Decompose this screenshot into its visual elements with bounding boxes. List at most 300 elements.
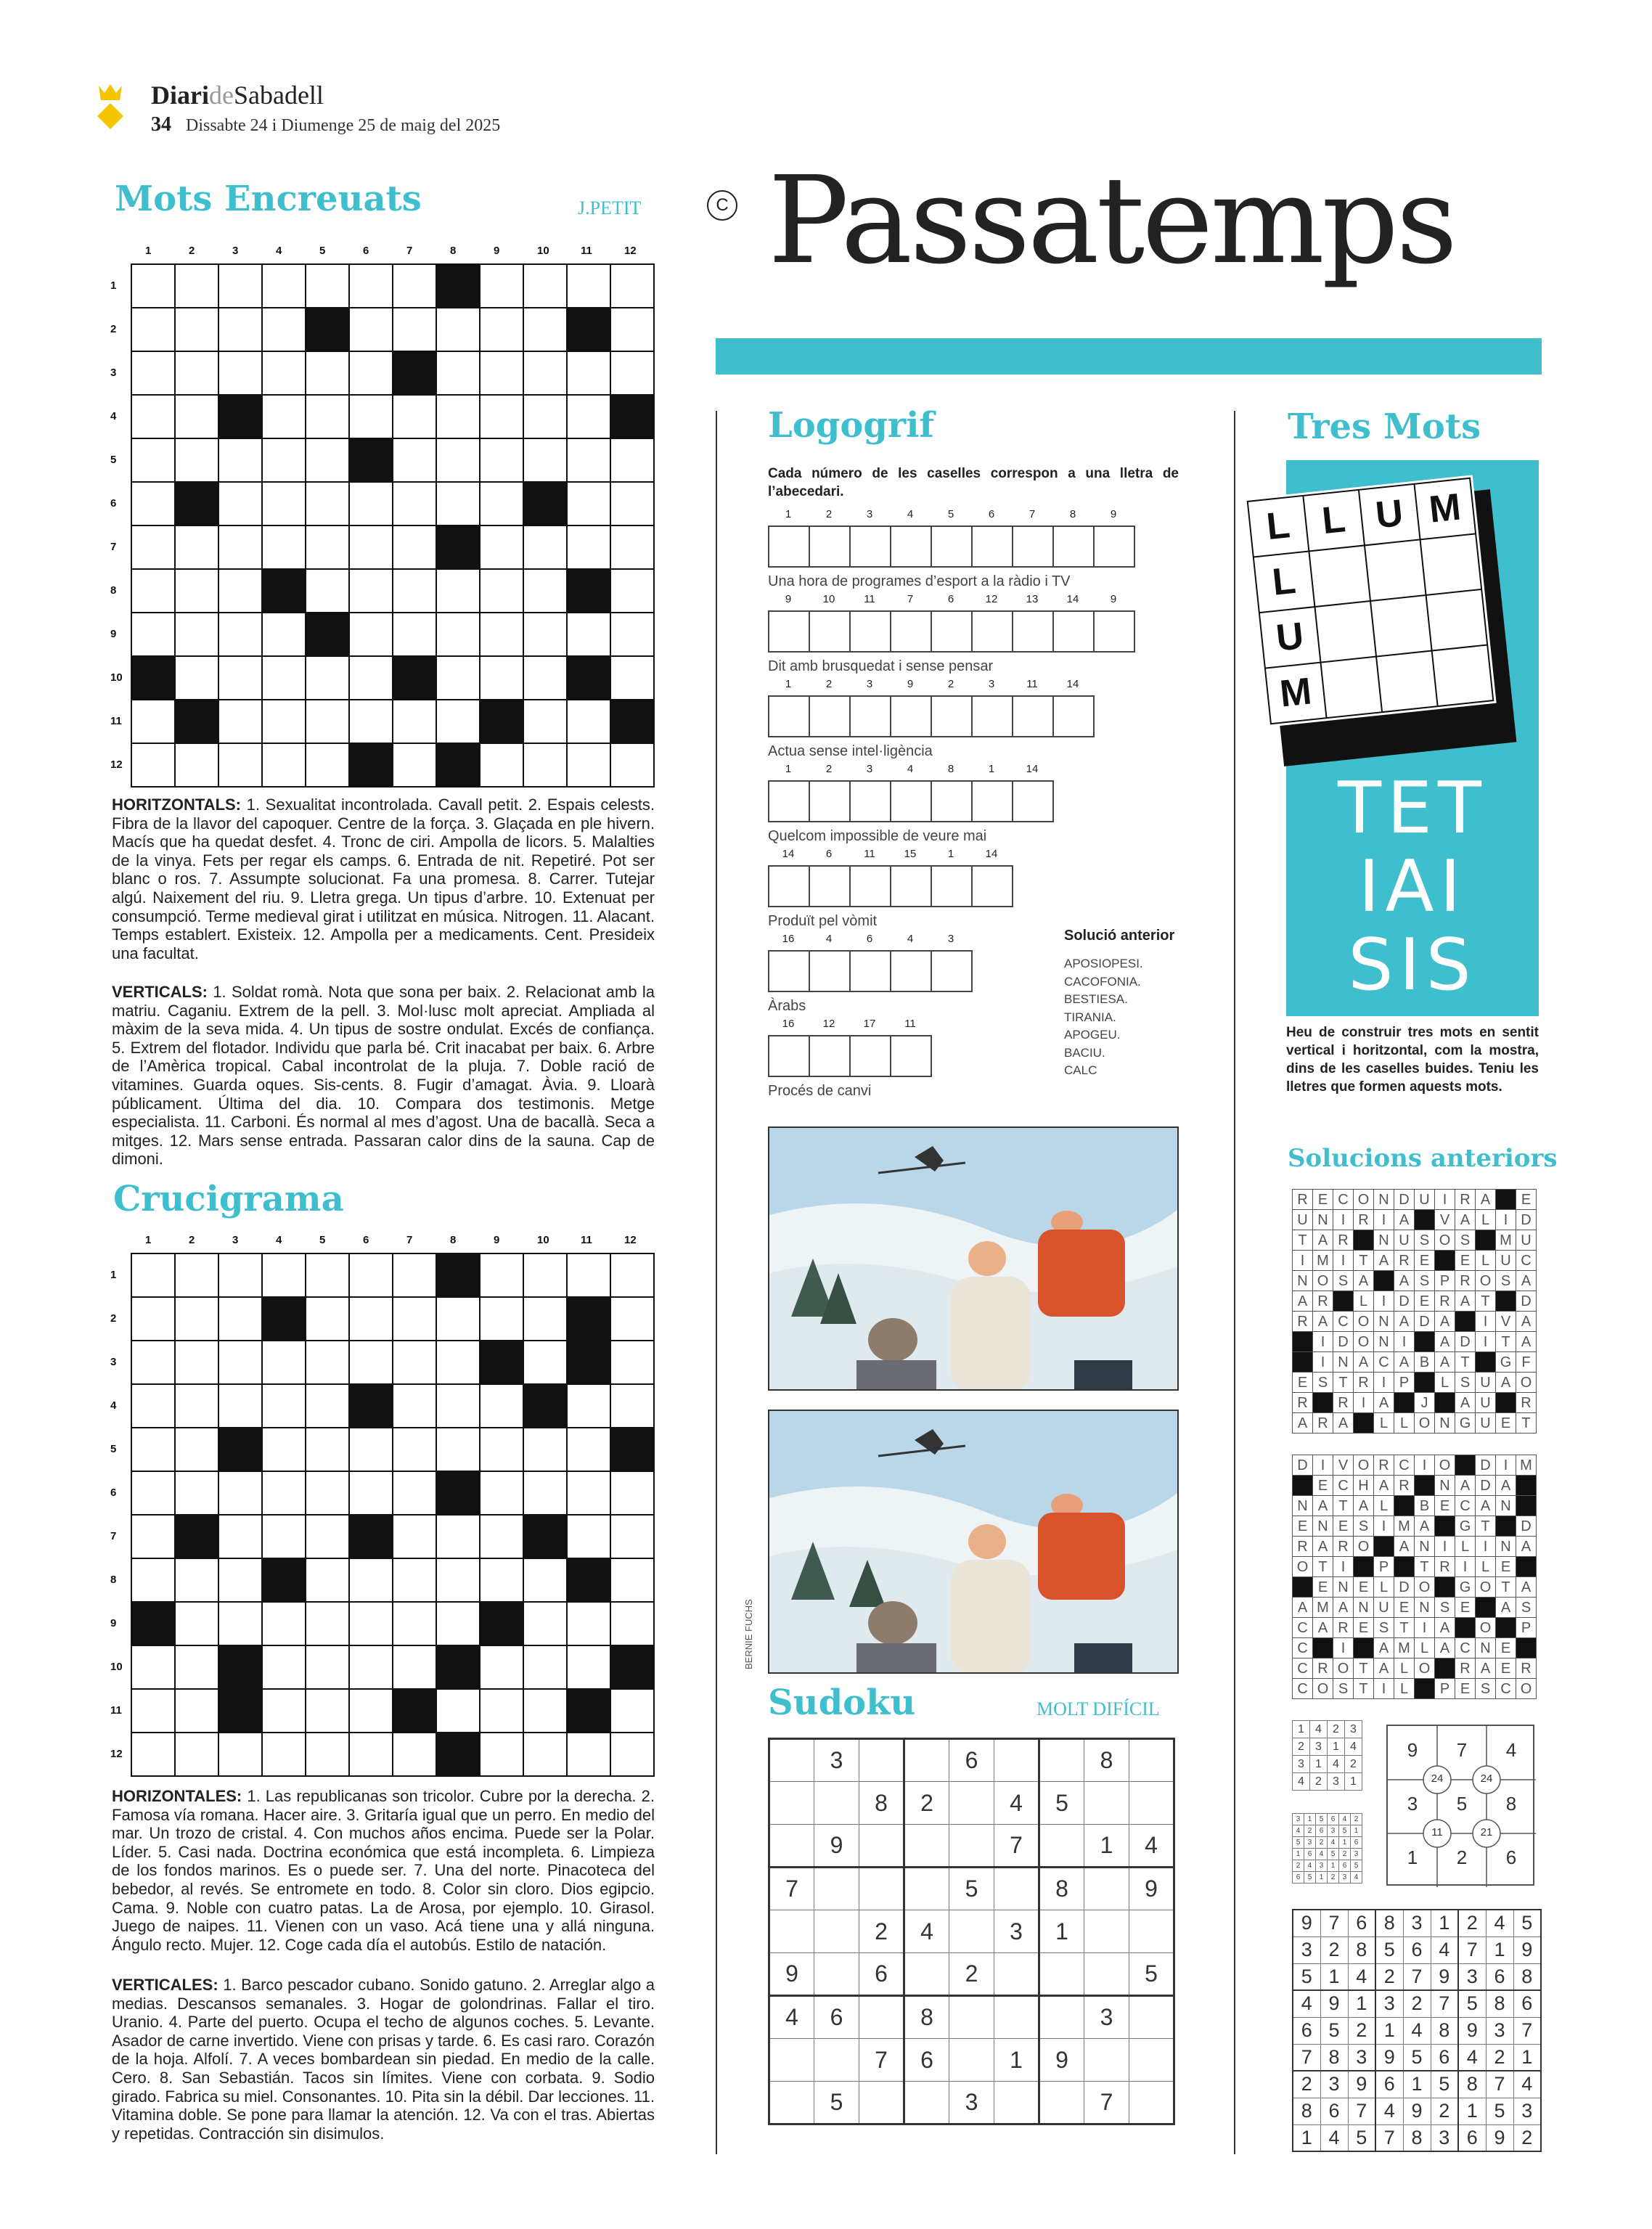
crossword-cell[interactable] <box>218 743 262 787</box>
crossword-cell[interactable] <box>523 569 567 613</box>
crossword-cell[interactable] <box>175 1733 218 1776</box>
crossword-cell[interactable] <box>175 1471 218 1515</box>
crossword-cell[interactable] <box>567 700 610 743</box>
letter-box[interactable] <box>931 780 973 822</box>
letter-box[interactable] <box>971 780 1013 822</box>
crossword-cell[interactable] <box>306 569 349 613</box>
letter-box[interactable] <box>809 865 851 907</box>
crossword-cell[interactable] <box>175 1341 218 1384</box>
sudoku-cell[interactable] <box>1129 2039 1174 2082</box>
crossword-cell[interactable] <box>175 743 218 787</box>
crossword-cell[interactable] <box>218 482 262 525</box>
crossword-cell[interactable] <box>393 1602 436 1645</box>
letter-box[interactable] <box>849 525 891 568</box>
crossword-cell[interactable] <box>131 1471 175 1515</box>
sudoku-cell[interactable] <box>1129 1996 1174 2039</box>
crossword-cell[interactable] <box>175 438 218 482</box>
sudoku-cell[interactable] <box>1039 1825 1084 1868</box>
crossword-cell[interactable] <box>393 264 436 308</box>
crossword-cell[interactable] <box>523 1558 567 1602</box>
crossword-cell[interactable] <box>393 395 436 438</box>
crossword-cell[interactable] <box>523 1645 567 1689</box>
crossword-cell[interactable] <box>480 308 523 351</box>
crossword-cell[interactable] <box>175 1297 218 1341</box>
crossword-cell[interactable] <box>480 1297 523 1341</box>
crossword-cell[interactable] <box>349 1645 393 1689</box>
crossword-cell[interactable] <box>349 656 393 700</box>
sudoku-cell[interactable] <box>1084 1953 1129 1996</box>
sudoku-cell[interactable] <box>814 1868 859 1910</box>
crossword-cell[interactable] <box>262 1645 306 1689</box>
crossword-cell[interactable] <box>610 351 654 395</box>
crossword-cell[interactable] <box>349 482 393 525</box>
letter-box[interactable] <box>971 610 1013 653</box>
letter-box[interactable] <box>890 865 932 907</box>
crossword-cell[interactable] <box>436 569 480 613</box>
crossword-cell[interactable] <box>567 395 610 438</box>
crossword-cell[interactable] <box>306 1645 349 1689</box>
sudoku-cell[interactable] <box>994 1739 1039 1782</box>
sudoku-cell[interactable] <box>814 1910 859 1953</box>
letter-box[interactable] <box>809 1035 851 1077</box>
crossword-cell[interactable] <box>306 1733 349 1776</box>
crossword-cell[interactable] <box>306 264 349 308</box>
sudoku-cell[interactable] <box>814 1953 859 1996</box>
crossword-cell[interactable] <box>218 1297 262 1341</box>
crossword-cell[interactable] <box>610 1602 654 1645</box>
mots-crossword-grid[interactable] <box>131 263 655 788</box>
crossword-cell[interactable] <box>523 1602 567 1645</box>
crossword-cell[interactable] <box>306 1341 349 1384</box>
crossword-cell[interactable] <box>436 1602 480 1645</box>
crossword-cell[interactable] <box>175 264 218 308</box>
crossword-cell[interactable] <box>131 395 175 438</box>
crossword-cell[interactable] <box>610 264 654 308</box>
crossword-cell[interactable] <box>480 1558 523 1602</box>
sudoku-cell[interactable] <box>769 1825 814 1868</box>
letter-box[interactable] <box>768 1035 810 1077</box>
crossword-cell[interactable] <box>436 1384 480 1428</box>
crossword-cell[interactable] <box>523 1341 567 1384</box>
crossword-cell[interactable] <box>436 613 480 656</box>
crossword-cell[interactable] <box>523 438 567 482</box>
crossword-cell[interactable] <box>131 1384 175 1428</box>
crossword-cell[interactable] <box>610 1471 654 1515</box>
sudoku-cell[interactable] <box>769 2082 814 2124</box>
crossword-cell[interactable] <box>523 1253 567 1297</box>
crossword-cell[interactable] <box>523 700 567 743</box>
sudoku-cell[interactable] <box>1039 1953 1084 1996</box>
crossword-cell[interactable] <box>393 1253 436 1297</box>
crossword-cell[interactable] <box>175 1602 218 1645</box>
crossword-cell[interactable] <box>131 482 175 525</box>
crossword-cell[interactable] <box>131 569 175 613</box>
crossword-cell[interactable] <box>306 1602 349 1645</box>
crossword-cell[interactable] <box>523 656 567 700</box>
crossword-cell[interactable] <box>567 1253 610 1297</box>
crossword-cell[interactable] <box>306 525 349 569</box>
crossword-cell[interactable] <box>349 1471 393 1515</box>
crossword-cell[interactable] <box>393 1471 436 1515</box>
letter-box[interactable] <box>768 610 810 653</box>
crossword-cell[interactable] <box>567 743 610 787</box>
logogrif-answer-row[interactable] <box>768 525 1134 568</box>
crossword-cell[interactable] <box>306 395 349 438</box>
crossword-cell[interactable] <box>610 525 654 569</box>
letter-box[interactable] <box>1012 695 1054 737</box>
crossword-cell[interactable] <box>262 1471 306 1515</box>
crossword-cell[interactable] <box>523 1297 567 1341</box>
crossword-cell[interactable] <box>131 743 175 787</box>
crossword-cell[interactable] <box>610 1733 654 1776</box>
sudoku-cell[interactable] <box>1084 2039 1129 2082</box>
crossword-cell[interactable] <box>523 351 567 395</box>
letter-box[interactable] <box>890 610 932 653</box>
crossword-cell[interactable] <box>480 395 523 438</box>
crossword-cell[interactable] <box>262 1602 306 1645</box>
crossword-cell[interactable] <box>175 351 218 395</box>
crossword-cell[interactable] <box>436 308 480 351</box>
crossword-cell[interactable] <box>175 525 218 569</box>
crossword-cell[interactable] <box>131 308 175 351</box>
crossword-cell[interactable] <box>175 1384 218 1428</box>
crossword-cell[interactable] <box>610 656 654 700</box>
crossword-cell[interactable] <box>480 525 523 569</box>
letter-box[interactable] <box>1093 610 1135 653</box>
crossword-cell[interactable] <box>610 1341 654 1384</box>
letter-box[interactable] <box>931 610 973 653</box>
crossword-cell[interactable] <box>436 438 480 482</box>
crossword-cell[interactable] <box>349 1341 393 1384</box>
crossword-cell[interactable] <box>218 613 262 656</box>
crossword-cell[interactable] <box>306 1253 349 1297</box>
letter-box[interactable] <box>931 950 973 992</box>
crossword-cell[interactable] <box>131 1428 175 1471</box>
crossword-cell[interactable] <box>567 351 610 395</box>
crossword-cell[interactable] <box>175 1253 218 1297</box>
sudoku-cell[interactable] <box>1084 1910 1129 1953</box>
letter-box[interactable] <box>849 610 891 653</box>
sudoku-cell[interactable] <box>1039 2082 1084 2124</box>
crossword-cell[interactable] <box>175 1689 218 1733</box>
sudoku-cell[interactable] <box>994 1868 1039 1910</box>
letter-box[interactable] <box>971 695 1013 737</box>
crossword-cell[interactable] <box>436 482 480 525</box>
crossword-cell[interactable] <box>218 1341 262 1384</box>
crossword-cell[interactable] <box>523 395 567 438</box>
letter-box[interactable] <box>809 525 851 568</box>
logogrif-answer-row[interactable] <box>768 780 1052 822</box>
sudoku-cell[interactable] <box>904 2082 949 2124</box>
crossword-cell[interactable] <box>480 1733 523 1776</box>
crossword-cell[interactable] <box>218 525 262 569</box>
crossword-cell[interactable] <box>393 482 436 525</box>
crossword-cell[interactable] <box>131 1341 175 1384</box>
crossword-cell[interactable] <box>393 1428 436 1471</box>
crossword-cell[interactable] <box>567 1733 610 1776</box>
crossword-cell[interactable] <box>436 700 480 743</box>
sudoku-cell[interactable] <box>904 1825 949 1868</box>
crossword-cell[interactable] <box>131 613 175 656</box>
letter-box[interactable] <box>1093 525 1135 568</box>
letter-box[interactable] <box>971 525 1013 568</box>
crossword-cell[interactable] <box>131 700 175 743</box>
sudoku-cell[interactable] <box>814 1782 859 1825</box>
crossword-cell[interactable] <box>567 525 610 569</box>
crossword-cell[interactable] <box>306 351 349 395</box>
letter-box[interactable] <box>890 950 932 992</box>
sudoku-cell[interactable] <box>949 1782 994 1825</box>
sudoku-cell[interactable] <box>1129 1782 1174 1825</box>
sudoku-grid[interactable] <box>768 1738 1175 2125</box>
crossword-cell[interactable] <box>393 743 436 787</box>
letter-box[interactable] <box>931 695 973 737</box>
crossword-cell[interactable] <box>131 1515 175 1558</box>
crossword-cell[interactable] <box>349 1733 393 1776</box>
crossword-cell[interactable] <box>436 1341 480 1384</box>
sudoku-cell[interactable] <box>859 1996 904 2039</box>
crossword-cell[interactable] <box>349 525 393 569</box>
crossword-cell[interactable] <box>262 482 306 525</box>
crossword-cell[interactable] <box>175 1428 218 1471</box>
crossword-cell[interactable] <box>218 1733 262 1776</box>
crossword-cell[interactable] <box>218 438 262 482</box>
crossword-cell[interactable] <box>436 1558 480 1602</box>
letter-box[interactable] <box>890 780 932 822</box>
crossword-cell[interactable] <box>567 1428 610 1471</box>
crossword-cell[interactable] <box>567 1645 610 1689</box>
crossword-cell[interactable] <box>218 569 262 613</box>
crossword-cell[interactable] <box>306 1297 349 1341</box>
crossword-cell[interactable] <box>131 1689 175 1733</box>
crossword-cell[interactable] <box>393 1733 436 1776</box>
crossword-cell[interactable] <box>218 1558 262 1602</box>
crossword-cell[interactable] <box>306 656 349 700</box>
crossword-cell[interactable] <box>218 264 262 308</box>
crossword-cell[interactable] <box>306 1471 349 1515</box>
sudoku-cell[interactable] <box>994 1953 1039 1996</box>
crossword-cell[interactable] <box>262 438 306 482</box>
crossword-cell[interactable] <box>131 1297 175 1341</box>
letter-box[interactable] <box>1012 780 1054 822</box>
crossword-cell[interactable] <box>262 1384 306 1428</box>
crossword-cell[interactable] <box>480 1253 523 1297</box>
crossword-cell[interactable] <box>349 700 393 743</box>
crossword-cell[interactable] <box>567 1602 610 1645</box>
crossword-cell[interactable] <box>218 1602 262 1645</box>
crossword-cell[interactable] <box>131 1733 175 1776</box>
sudoku-cell[interactable] <box>1129 1910 1174 1953</box>
letter-box[interactable] <box>809 695 851 737</box>
crossword-cell[interactable] <box>393 308 436 351</box>
crossword-cell[interactable] <box>436 656 480 700</box>
letter-box[interactable] <box>809 610 851 653</box>
crossword-cell[interactable] <box>262 1253 306 1297</box>
letter-box[interactable] <box>849 695 891 737</box>
letter-box[interactable] <box>809 780 851 822</box>
crossword-cell[interactable] <box>306 743 349 787</box>
crossword-cell[interactable] <box>349 613 393 656</box>
crossword-cell[interactable] <box>480 743 523 787</box>
crossword-cell[interactable] <box>218 1384 262 1428</box>
crossword-cell[interactable] <box>262 656 306 700</box>
crossword-cell[interactable] <box>480 1645 523 1689</box>
crossword-cell[interactable] <box>131 525 175 569</box>
crossword-cell[interactable] <box>262 1733 306 1776</box>
crossword-cell[interactable] <box>262 700 306 743</box>
crossword-cell[interactable] <box>175 569 218 613</box>
letter-box[interactable] <box>890 1035 932 1077</box>
letter-box[interactable] <box>1052 695 1095 737</box>
logogrif-answer-row[interactable] <box>768 865 1012 907</box>
letter-box[interactable] <box>890 525 932 568</box>
crossword-cell[interactable] <box>262 743 306 787</box>
sudoku-cell[interactable] <box>769 1782 814 1825</box>
crossword-cell[interactable] <box>175 656 218 700</box>
crossword-cell[interactable] <box>131 1253 175 1297</box>
crossword-cell[interactable] <box>480 482 523 525</box>
sudoku-cell[interactable] <box>949 2039 994 2082</box>
crossword-cell[interactable] <box>480 1515 523 1558</box>
sudoku-cell[interactable] <box>994 2082 1039 2124</box>
crossword-cell[interactable] <box>306 1515 349 1558</box>
crossword-cell[interactable] <box>567 1471 610 1515</box>
crossword-cell[interactable] <box>523 1733 567 1776</box>
letter-box[interactable] <box>768 950 810 992</box>
crossword-cell[interactable] <box>349 395 393 438</box>
letter-box[interactable] <box>931 525 973 568</box>
crossword-cell[interactable] <box>523 1689 567 1733</box>
crossword-cell[interactable] <box>175 613 218 656</box>
crossword-cell[interactable] <box>523 525 567 569</box>
crossword-cell[interactable] <box>436 1515 480 1558</box>
crossword-cell[interactable] <box>610 613 654 656</box>
logogrif-answer-row[interactable] <box>768 695 1093 737</box>
logogrif-answer-row[interactable] <box>768 1035 931 1077</box>
crossword-cell[interactable] <box>610 1253 654 1297</box>
crucigrama-grid[interactable] <box>131 1253 655 1777</box>
sudoku-cell[interactable] <box>949 1996 994 2039</box>
crossword-cell[interactable] <box>610 1558 654 1602</box>
crossword-cell[interactable] <box>393 700 436 743</box>
sudoku-cell[interactable] <box>769 1739 814 1782</box>
letter-box[interactable] <box>809 950 851 992</box>
crossword-cell[interactable] <box>349 1428 393 1471</box>
crossword-cell[interactable] <box>306 1384 349 1428</box>
crossword-cell[interactable] <box>610 1384 654 1428</box>
sudoku-cell[interactable] <box>859 1739 904 1782</box>
crossword-cell[interactable] <box>393 569 436 613</box>
crossword-cell[interactable] <box>393 1297 436 1341</box>
crossword-cell[interactable] <box>262 395 306 438</box>
crossword-cell[interactable] <box>610 438 654 482</box>
crossword-cell[interactable] <box>218 656 262 700</box>
crossword-cell[interactable] <box>393 1384 436 1428</box>
sudoku-cell[interactable] <box>769 2039 814 2082</box>
crossword-cell[interactable] <box>306 700 349 743</box>
sudoku-cell[interactable] <box>1084 1868 1129 1910</box>
crossword-cell[interactable] <box>567 264 610 308</box>
crossword-cell[interactable] <box>349 569 393 613</box>
crossword-cell[interactable] <box>262 525 306 569</box>
crossword-cell[interactable] <box>610 482 654 525</box>
crossword-cell[interactable] <box>306 1428 349 1471</box>
crossword-cell[interactable] <box>480 1384 523 1428</box>
crossword-cell[interactable] <box>393 1341 436 1384</box>
letter-box[interactable] <box>1052 525 1095 568</box>
sudoku-cell[interactable] <box>904 1739 949 1782</box>
crossword-cell[interactable] <box>349 264 393 308</box>
crossword-cell[interactable] <box>131 351 175 395</box>
letter-box[interactable] <box>849 950 891 992</box>
letter-box[interactable] <box>768 695 810 737</box>
crossword-cell[interactable] <box>175 308 218 351</box>
letter-box[interactable] <box>890 695 932 737</box>
crossword-cell[interactable] <box>131 438 175 482</box>
crossword-cell[interactable] <box>131 1558 175 1602</box>
crossword-cell[interactable] <box>262 308 306 351</box>
letter-box[interactable] <box>768 865 810 907</box>
crossword-cell[interactable] <box>262 351 306 395</box>
sudoku-cell[interactable] <box>1039 1996 1084 2039</box>
letter-box[interactable] <box>768 780 810 822</box>
crossword-cell[interactable] <box>567 438 610 482</box>
crossword-cell[interactable] <box>349 1297 393 1341</box>
crossword-cell[interactable] <box>523 308 567 351</box>
logogrif-answer-row[interactable] <box>768 950 971 992</box>
crossword-cell[interactable] <box>480 264 523 308</box>
crossword-cell[interactable] <box>436 395 480 438</box>
sudoku-cell[interactable] <box>859 1868 904 1910</box>
crossword-cell[interactable] <box>567 1384 610 1428</box>
crossword-cell[interactable] <box>523 1471 567 1515</box>
crossword-cell[interactable] <box>480 1471 523 1515</box>
letter-box[interactable] <box>849 865 891 907</box>
crossword-cell[interactable] <box>306 438 349 482</box>
crossword-cell[interactable] <box>480 1428 523 1471</box>
sudoku-cell[interactable] <box>949 1825 994 1868</box>
letter-box[interactable] <box>971 865 1013 907</box>
sudoku-cell[interactable] <box>859 1825 904 1868</box>
crossword-cell[interactable] <box>349 308 393 351</box>
letter-box[interactable] <box>1012 525 1054 568</box>
sudoku-cell[interactable] <box>769 1910 814 1953</box>
sudoku-cell[interactable] <box>994 1996 1039 2039</box>
crossword-cell[interactable] <box>610 1297 654 1341</box>
logogrif-answer-row[interactable] <box>768 610 1134 653</box>
crossword-cell[interactable] <box>218 1471 262 1515</box>
letter-box[interactable] <box>849 780 891 822</box>
crossword-cell[interactable] <box>393 1558 436 1602</box>
crossword-cell[interactable] <box>610 1689 654 1733</box>
crossword-cell[interactable] <box>436 1297 480 1341</box>
crossword-cell[interactable] <box>175 1645 218 1689</box>
crossword-cell[interactable] <box>262 1341 306 1384</box>
crossword-cell[interactable] <box>523 264 567 308</box>
letter-box[interactable] <box>1052 610 1095 653</box>
crossword-cell[interactable] <box>436 1689 480 1733</box>
crossword-cell[interactable] <box>306 482 349 525</box>
crossword-cell[interactable] <box>393 438 436 482</box>
crossword-cell[interactable] <box>218 308 262 351</box>
crossword-cell[interactable] <box>218 1515 262 1558</box>
crossword-cell[interactable] <box>567 1515 610 1558</box>
crossword-cell[interactable] <box>262 1689 306 1733</box>
crossword-cell[interactable] <box>131 264 175 308</box>
crossword-cell[interactable] <box>393 1645 436 1689</box>
crossword-cell[interactable] <box>436 1428 480 1471</box>
crossword-cell[interactable] <box>349 1558 393 1602</box>
